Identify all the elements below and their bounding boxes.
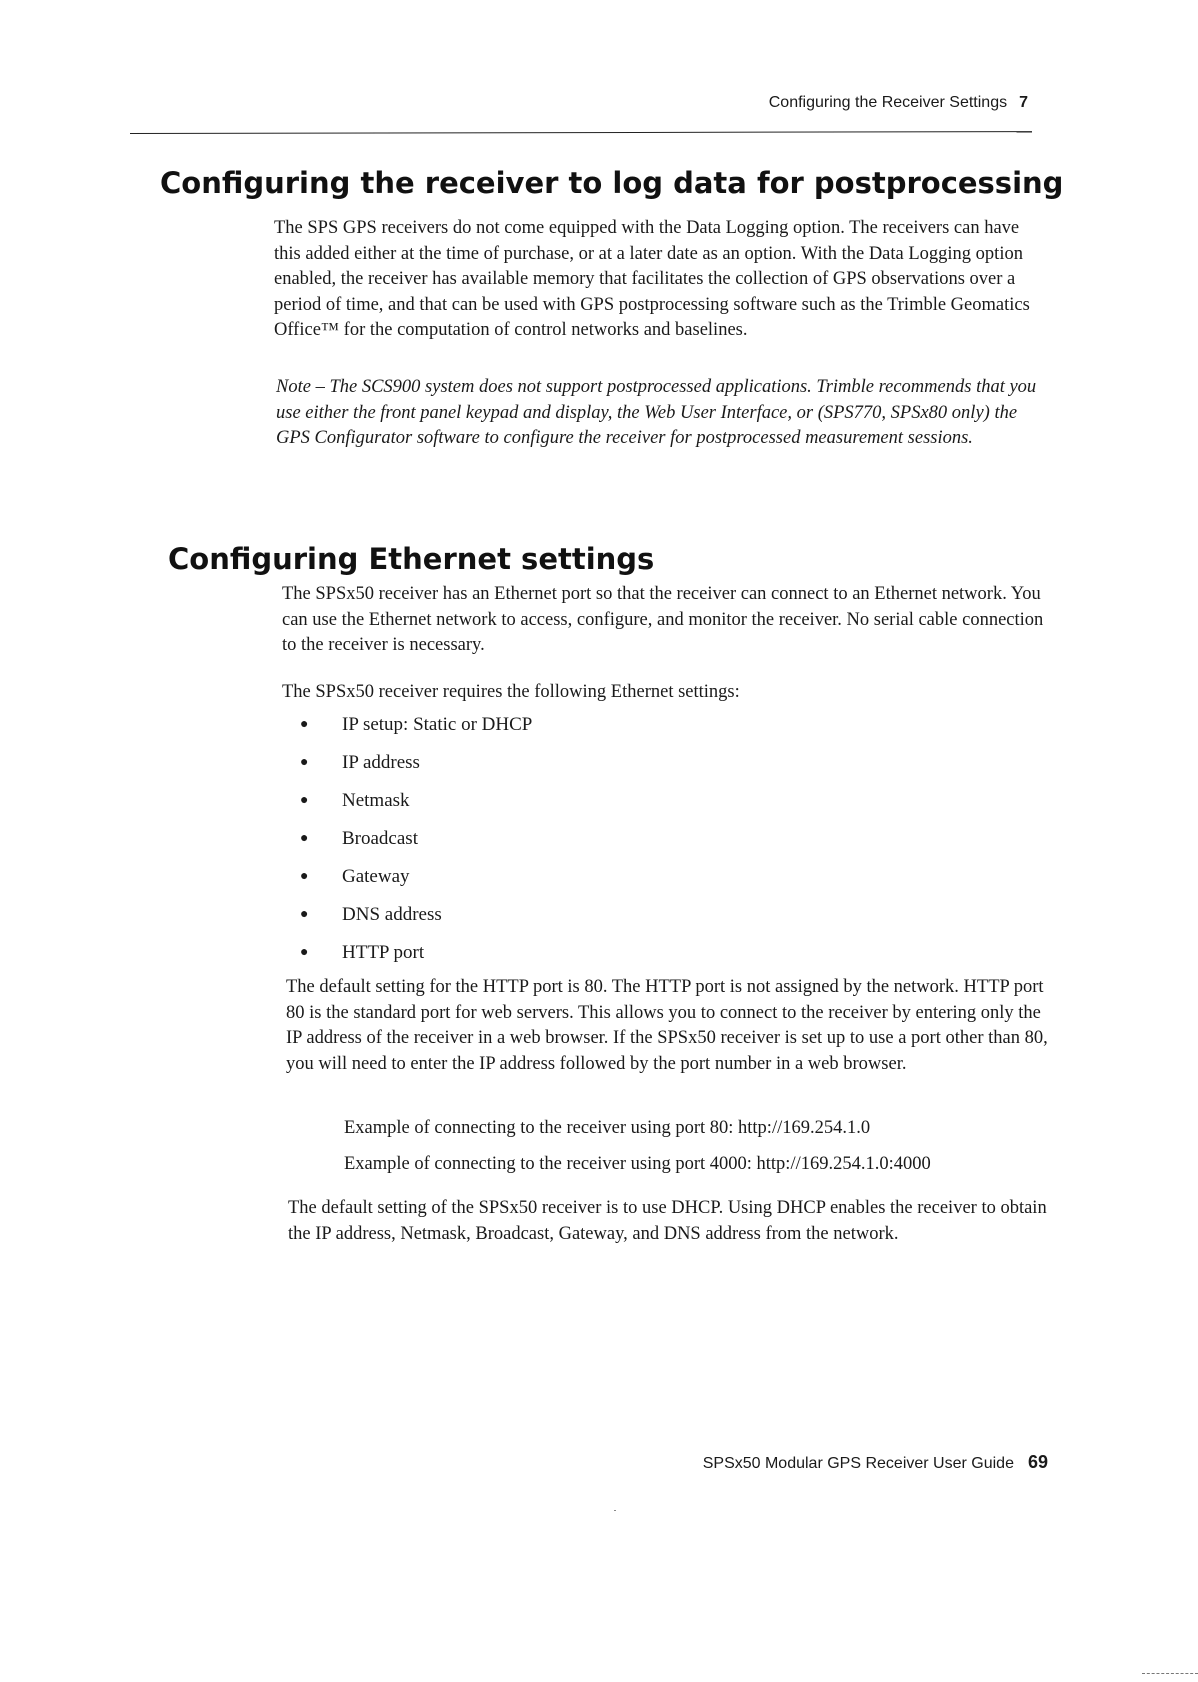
list-item [296,826,532,864]
list-item-text: Gateway [342,866,410,887]
dhcp-paragraph [288,1196,1058,1247]
list-item [296,902,532,940]
list-item-text: Broadcast [342,828,418,849]
example-port-80: Example of connecting to the receiver using port 80: http://169.254.1.0 [344,1118,871,1138]
list-item [296,788,532,826]
ethernet-intro-paragraph [282,582,1050,659]
ethernet-requirements-paragraph [282,680,1050,706]
running-footer [703,1452,1048,1473]
example-port-4000: Example of connecting to the receiver using port 4000: http://169.254.1.0:4000 [344,1154,931,1174]
postprocessing-note [276,375,1046,452]
list-item [296,864,532,902]
http-port-paragraph [286,975,1058,1077]
chapter-number: 7 [1019,94,1028,111]
list-item [296,712,532,750]
note-label: Note – [276,377,325,397]
bullet-icon: ● [300,755,309,770]
list-item-text: Netmask [342,790,410,811]
list-item-text: DNS address [342,904,442,925]
list-item-text: HTTP port [342,942,425,963]
ethernet-settings-list [296,712,532,978]
bullet-icon: ● [300,717,309,732]
page-number: 69 [1027,1452,1048,1472]
dhcp-text: The default setting of the SPSx50 receiver is to use DHCP. Using DHCP enables the receiver to obtain the IP address, Netmask, Broadcast, Gateway, and DNS address from the network. [288,1198,1047,1244]
bullet-icon: ● [300,907,309,922]
http-port-text: The default setting for the HTTP port is 80. The HTTP port is not assigned by the network. HTTP port 80 is the standard port for web servers. This allows you to connect to the receiver by entering only the IP address of the receiver in a web browser. If the SPSx50 receiver is set up to use a port other than 80, you will need to enter the IP address followed by the port number in a web browser. [286,977,1048,1074]
list-item-text: IP address [342,752,420,773]
list-item [296,940,532,978]
guide-title: SPSx50 Modular GPS Receiver User Guide [702,1455,1014,1472]
scan-artifact-dot [614,1510,616,1511]
bullet-icon: ● [300,793,309,808]
bullet-icon: ● [300,831,309,846]
list-item-text: IP setup: Static or DHCP [342,714,533,735]
note-text: The SCS900 system does not support postprocessed applications. Trimble recommends that you use either the front panel keypad and display, the Web User Interface, or (SPS770, SPSx80 only) the GPS Configurator software to configure the receiver for postprocessed measurement sessions. [276,377,1037,448]
scan-artifact-line [1142,1673,1198,1674]
chapter-title: Configuring the Receiver Settings [768,94,1008,111]
section-heading-ethernet: Configuring Ethernet settings [168,542,655,576]
bullet-icon: ● [300,945,309,960]
section-heading-postprocessing: Configuring the receiver to log data for postprocessing [160,166,1064,200]
bullet-icon: ● [300,869,309,884]
list-item [296,750,532,788]
ethernet-requirements-text: The SPSx50 receiver requires the following Ethernet settings: [282,682,740,702]
ethernet-intro-text: The SPSx50 receiver has an Ethernet port so that the receiver can connect to an Ethernet network. You can use the Ethernet network to access, configure, and monitor the receiver. No serial cable connection to the receiver is necessary. [282,584,1044,655]
postprocessing-body-text: The SPS GPS receivers do not come equipped with the Data Logging option. The receivers can have this added either at the time of purchase, or at a later date as an option. With the Data Logging option enabled, the receiver has available memory that facilitates the collection of GPS observations over a period of time, and that can be used with GPS postprocessing software such as the Trimble Geomatics Office™ for the computation of control networks and baselines. [274,218,1030,340]
running-header [769,94,1028,112]
header-rule [130,131,1032,134]
postprocessing-paragraph [274,216,1046,344]
